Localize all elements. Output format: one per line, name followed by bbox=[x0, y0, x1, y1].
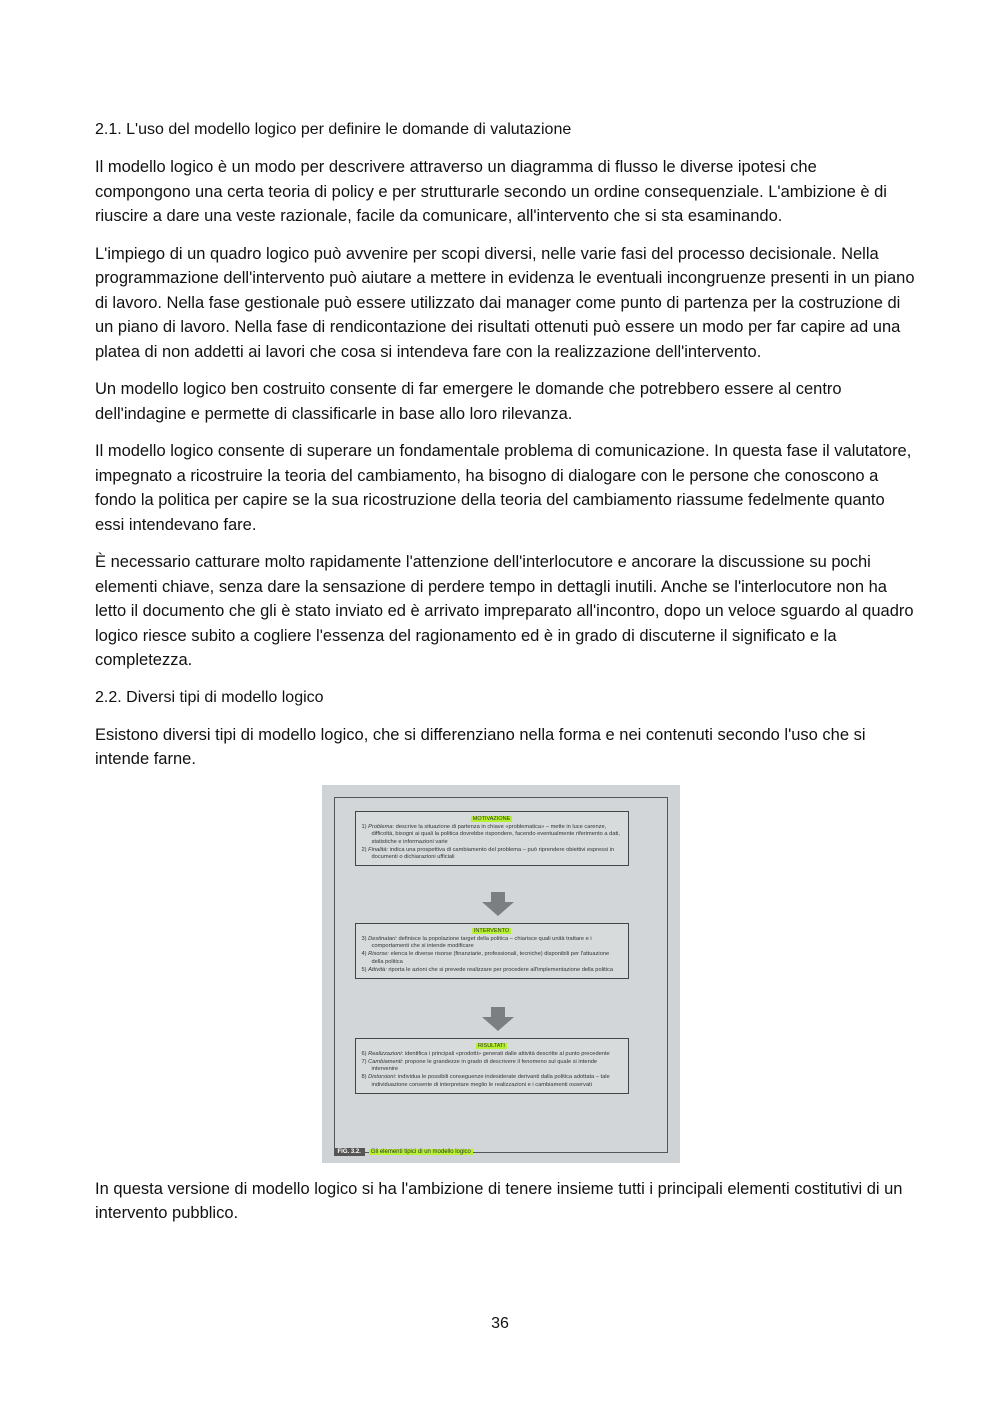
figure-caption bbox=[334, 1146, 668, 1159]
arrow-down-icon bbox=[482, 892, 514, 916]
figure-caption-text: Gli elementi tipici di un modello logico bbox=[370, 1148, 471, 1155]
diagram-item: 6) Realizzazioni: identifica i principali «prodotti» generati dalle attività descritte al punto precedente bbox=[361, 1050, 610, 1057]
diagram-item: 3) Destinatari: definisce la popolazione target della politica – chiarisce quali unità trattare e i comportamenti che si intende modificare bbox=[361, 935, 592, 949]
paragraph: L'impiego di un quadro logico può avvenire per scopi diversi, nelle varie fasi del processo decisionale. Nella programmazione dell'intervento può aiutare a mettere in evidenza le eventuali incongruenze presenti in un piano di lavoro. Nella fase gestionale può essere utilizzato dai manager come punto di partenza per la costruzione di un piano di lavoro. Nella fase di rendicontazione dei risultati ottenuti può essere un modo per far capire ad una platea di non addetti ai lavori che cosa si intendeva fare con la realizzazione dell'intervento. bbox=[95, 244, 915, 361]
section-heading-2-1: 2.1. L'uso del modello logico per definire le domande di valutazione bbox=[95, 121, 572, 138]
arrow-down-icon bbox=[482, 1007, 514, 1031]
page-number: 36 bbox=[491, 1315, 509, 1332]
paragraph: Il modello logico consente di superare un fondamentale problema di comunicazione. In questa fase il valutatore, impegnato a ricostruire la teoria del cambiamento, ha bisogno di dialogare con le persone che conoscono a fondo la politica per capire se la sua ricostruzione della teoria del cambiamento riassume fedelmente quanto essi intendevano fare. bbox=[95, 442, 912, 534]
box-title: INTERVENTO bbox=[473, 927, 510, 934]
paragraph: È necessario catturare molto rapidamente l'attenzione dell'interlocutore e ancorare la discussione su pochi elementi chiave, senza dare la sensazione di perdere tempo in dettagli inutili. Anche se l'interlocutore non ha letto il documento che gli è stato inviato ed è arrivato impreparato all'incontro, dopo un veloce sguardo al quadro logico riesce subito a cogliere l'essenza del ragionamento ed è in grado di discuterne il significato e la completezza. bbox=[95, 553, 914, 669]
diagram-item: 8) Distorsioni: individua le possibili conseguenze indesiderate derivanti dalla politica adottata – tale individuazione consente di interpretare meglio le realizzazioni e i cambiamenti osservati bbox=[361, 1074, 610, 1088]
box-title: RISULTATI bbox=[478, 1042, 505, 1049]
diagram-box-intervento bbox=[355, 923, 629, 979]
diagram-item: 2) Finalità: indica una prospettiva di cambiamento del problema – può riprendere obiettivi espressi in documenti o dichiarazioni ufficiali bbox=[361, 846, 615, 860]
box-title: MOTIVAZIONE bbox=[472, 815, 511, 822]
page-content bbox=[95, 118, 915, 1239]
figure bbox=[86, 785, 915, 1163]
diagram-box-risultati bbox=[355, 1038, 629, 1094]
diagram-item: 5) Attività: riporta le azioni che si prevede realizzare per procedere all'implementazione della politica bbox=[361, 966, 613, 973]
paragraph: In questa versione di modello logico si ha l'ambizione di tenere insieme tutti i principali elementi costitutivi di un intervento pubblico. bbox=[95, 1179, 903, 1222]
paragraph: Un modello logico ben costruito consente di far emergere le domande che potrebbero essere al centro dell'indagine e permette di classificarle in base allo loro rilevanza. bbox=[95, 380, 842, 423]
diagram-item: 7) Cambiamenti: propone le grandezze in grado di descrivere il fenomeno sul quale si intende intervenire bbox=[361, 1058, 598, 1072]
diagram-item: 1) Problema: descrive la situazione di partenza in chiave «problematica» – mette in luce carenze, difficoltà, bisogni ai quali la politica dovrebbe rispondere, facendo eventualmente riferimento a dati, statistiche e informazioni varie bbox=[361, 823, 620, 845]
figure-label: FIG. 3.2. bbox=[334, 1148, 365, 1156]
paragraph: Esistono diversi tipi di modello logico, che si differenziano nella forma e nei contenuti secondo l'uso che si intende farne. bbox=[95, 725, 866, 768]
section-heading-2-2: 2.2. Diversi tipi di modello logico bbox=[95, 688, 324, 706]
paragraph: Il modello logico è un modo per descrivere attraverso un diagramma di flusso le diverse ipotesi che compongono una certa teoria di policy e per strutturarle secondo un ordine consequenziale. L'ambizione è di riuscire a dare una veste razionale, facile da comunicare, all'intervento che si sta esaminando. bbox=[95, 158, 887, 225]
diagram-item: 4) Risorse: elenca le diverse risorse (finanziarie, professionali, tecniche) disponibili per l'attuazione della politica bbox=[361, 951, 610, 965]
diagram-box-motivazione bbox=[355, 811, 629, 867]
figure-photo bbox=[322, 785, 680, 1163]
